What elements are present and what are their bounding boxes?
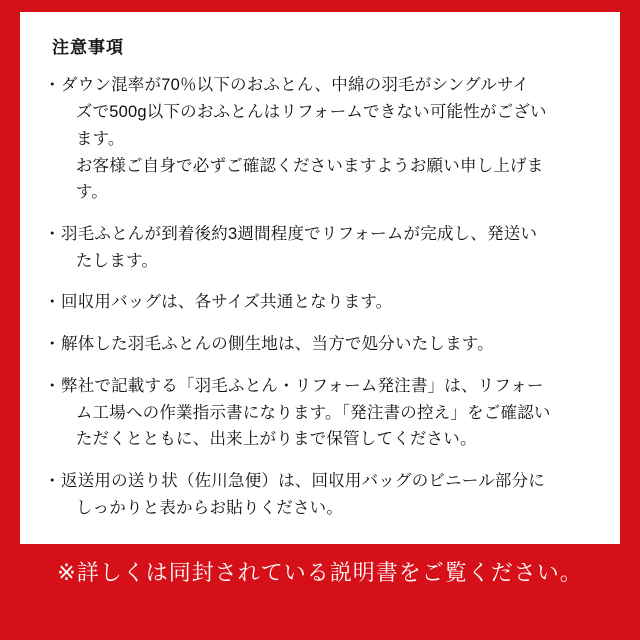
bullet-icon: ・ (44, 376, 61, 395)
bullet-icon: ・ (44, 224, 61, 243)
list-item (44, 373, 596, 453)
list-item-line: ズで500g以下のおふとんはリフォームできない可能性がござい (75, 103, 547, 122)
list-item-line: 回収用バッグは、各サイズ共通となります。 (61, 293, 393, 312)
list-item (44, 468, 596, 521)
list-item-line: しっかりと表からお貼りください。 (75, 498, 344, 517)
list-item-line: 羽毛ふとんが到着後約3週間程度でリフォームが完成し、発送い (61, 224, 538, 243)
list-item-line: 弊社で記載する「羽毛ふとん・リフォーム発注書」は、リフォー (61, 376, 544, 395)
footer-note: ※詳しくは同封されている説明書をご覧ください。 (57, 560, 583, 585)
list-item-line: ダウン混率が70％以下のおふとん、中綿の羽毛がシングルサイ (61, 76, 530, 95)
list-item-line: ただくとともに、出来上がりまで保管してください。 (75, 430, 477, 449)
list-item (44, 72, 596, 206)
bullet-icon: ・ (44, 472, 61, 491)
list-item-line: お客様ご自身で必ずご確認くださいますようお願い申し上げま (75, 156, 544, 175)
page-title: 注意事項 (52, 38, 124, 57)
list-item-line: ム工場への作業指示書になります。「発注書の控え」をご確認い (75, 403, 551, 422)
notice-list (44, 72, 596, 521)
bullet-icon: ・ (44, 76, 61, 95)
bullet-icon: ・ (44, 335, 61, 354)
list-item-line: す。 (75, 183, 108, 202)
list-item-line: たします。 (75, 251, 159, 270)
notice-card (20, 12, 620, 544)
list-item-line: ます。 (75, 129, 125, 148)
list-item-line: 解体した羽毛ふとんの側生地は、当方で処分いたします。 (61, 335, 494, 354)
list-item-line: 返送用の送り状（佐川急便）は、回収用バッグのビニール部分に (61, 472, 545, 491)
list-item (44, 289, 596, 316)
bullet-icon: ・ (44, 293, 61, 312)
list-item (44, 331, 596, 358)
list-item (44, 221, 596, 274)
